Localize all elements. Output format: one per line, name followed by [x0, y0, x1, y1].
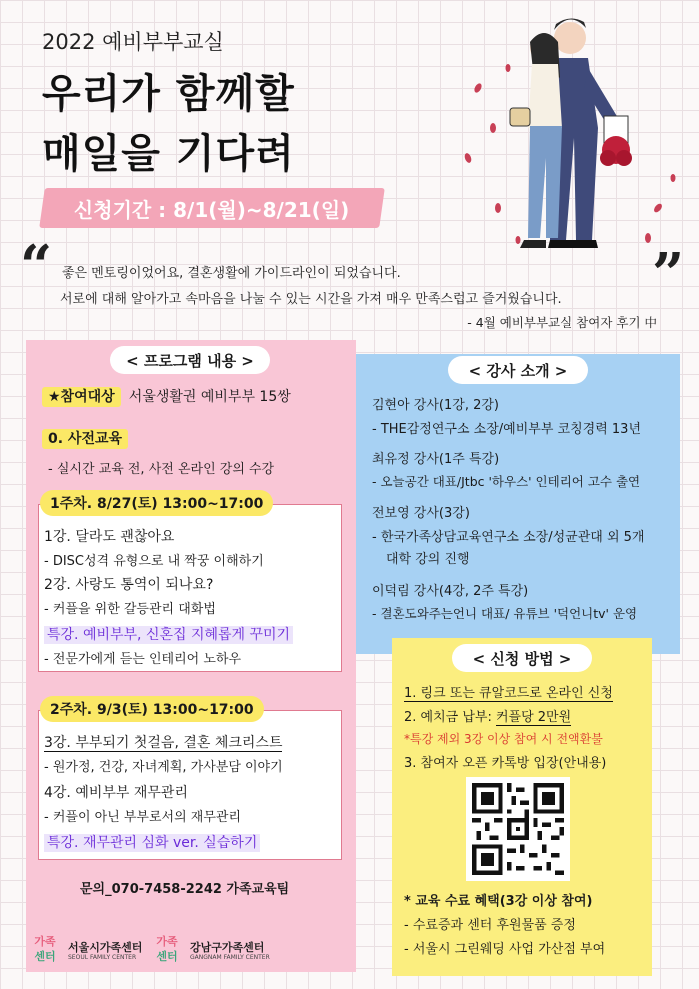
program-heading: < 프로그램 내용 > — [110, 346, 270, 374]
logo-mark: 가족 센터 — [156, 935, 178, 963]
target-row — [42, 386, 291, 406]
target-tag: ★참여대상 — [42, 387, 121, 407]
instructor-desc: - 한국가족상담교육연구소 소장/성균관대 외 5개 — [372, 530, 645, 545]
instructor-name: 전보영 강사(3강) — [372, 506, 470, 521]
logo-name: 서울시가족센터 — [68, 941, 143, 954]
instructor-desc: - 오늘공간 대표/Jtbc '하우스' 인테리어 고수 출연 — [372, 474, 641, 489]
pre-education-tag: 0. 사전교육 — [42, 429, 128, 449]
quote-open-mark: “ — [20, 233, 53, 299]
logo-mark: 가족 센터 — [34, 935, 56, 963]
apply-step-1-text: 1. 링크 또는 큐알코드로 온라인 신청 — [404, 686, 613, 701]
application-period-text: 신청기간 : 8/1(월)~8/21(일) — [74, 197, 350, 222]
qr-code[interactable] — [466, 777, 570, 881]
title-line-1: 우리가 함께할 — [42, 71, 295, 117]
gangnam-family-center-logo — [150, 934, 270, 968]
instructor-name: 김현아 강사(1강, 2강) — [372, 398, 499, 413]
quote-close-mark: ” — [652, 241, 685, 307]
week2-label: 2주차. 9/3(토) 13:00~17:00 — [40, 696, 264, 722]
apply-step-2-prefix: 2. 예치금 납부: — [404, 710, 496, 725]
apply-step-2 — [404, 706, 571, 725]
week2-item: - 커플이 아닌 부부로서의 재무관리 — [44, 810, 242, 825]
seoul-family-center-logo — [28, 934, 142, 968]
subtitle: 2022 예비부부교실 — [42, 30, 224, 54]
week1-item: - 커플을 위한 갈등관리 대화법 — [44, 602, 216, 617]
logo-name: 강남구가족센터 — [190, 941, 265, 954]
benefit-item: - 서울시 그린웨딩 사업 가산점 부여 — [404, 942, 606, 957]
instructor-name: 최유정 강사(1주 특강) — [372, 452, 500, 467]
logo-sub: GANGNAM FAMILY CENTER — [190, 954, 270, 961]
week1-item: 1강. 달라도 괜찮아요 — [44, 529, 175, 545]
week2-item: - 원가정, 건강, 자녀계획, 가사분담 이야기 — [44, 760, 283, 775]
week1-special-text: 특강. 예비부부, 신혼집 지혜롭게 꾸미기 — [44, 626, 293, 644]
contact-info: 문의_070-7458-2242 가족교육팀 — [80, 882, 290, 897]
testimonial-line-1: 좋은 멘토링이었어요, 결혼생활에 가이드라인이 되었습니다. — [62, 266, 401, 281]
instructor-name: 이덕림 강사(4강, 2주 특강) — [372, 584, 529, 599]
week1-special — [44, 624, 293, 644]
benefit-item: - 수료증과 센터 후원물품 증정 — [404, 918, 576, 933]
application-period-banner — [39, 188, 385, 228]
target-text: 서울생활권 예비부부 15쌍 — [128, 389, 291, 405]
week1-item: 2강. 사랑도 통역이 되나요? — [44, 577, 214, 593]
week2-special-text: 특강. 재무관리 심화 ver. 실습하기 — [44, 834, 260, 852]
testimonial-attribution: - 4월 예비부부교실 참여자 후기 中 — [467, 315, 657, 330]
week2-item: 4강. 예비부부 재무관리 — [44, 785, 188, 801]
week1-item: - DISC성격 유형으로 내 짝꿍 이해하기 — [44, 554, 264, 569]
title-line-2: 매일을 기다려 — [42, 131, 295, 177]
qr-code-image — [472, 783, 564, 875]
pre-education-row — [42, 428, 128, 448]
week2-item-text: 3강. 부부되기 첫걸음, 결혼 체크리스트 — [44, 735, 283, 751]
pre-education-text: - 실시간 교육 전, 사전 온라인 강의 수강 — [48, 462, 275, 477]
week2-special — [44, 832, 260, 852]
instructor-desc: - THE감정연구소 소장/예비부부 코칭경력 13년 — [372, 422, 642, 437]
week2-item — [44, 732, 282, 752]
instructor-desc: - 결혼도와주는언니 대표/ 유튜브 '덕언니tv' 운영 — [372, 606, 638, 621]
logo-sub: SEOUL FAMILY CENTER — [68, 954, 137, 961]
apply-step-3: 3. 참여자 오픈 카톡방 입장(안내용) — [404, 756, 607, 771]
instructors-heading: < 강사 소개 > — [448, 356, 588, 384]
week1-item: - 전문가에게 듣는 인테리어 노하우 — [44, 652, 242, 667]
week1-label: 1주차. 8/27(토) 13:00~17:00 — [40, 490, 273, 516]
couple-illustration — [458, 8, 688, 258]
apply-heading: < 신청 방법 > — [452, 644, 592, 672]
benefit-title: * 교육 수료 혜택(3강 이상 참여) — [404, 894, 593, 909]
apply-step-1 — [404, 682, 613, 701]
testimonial-line-2: 서로에 대해 알아가고 속마음을 나눌 수 있는 시간을 가져 매우 만족스럽고 즐거웠습니다. — [60, 292, 562, 307]
refund-note: *특강 제외 3강 이상 참여 시 전액환불 — [404, 732, 603, 746]
instructor-desc-cont: 대학 강의 진행 — [386, 552, 470, 567]
apply-step-2-value: 커플당 2만원 — [495, 710, 572, 725]
